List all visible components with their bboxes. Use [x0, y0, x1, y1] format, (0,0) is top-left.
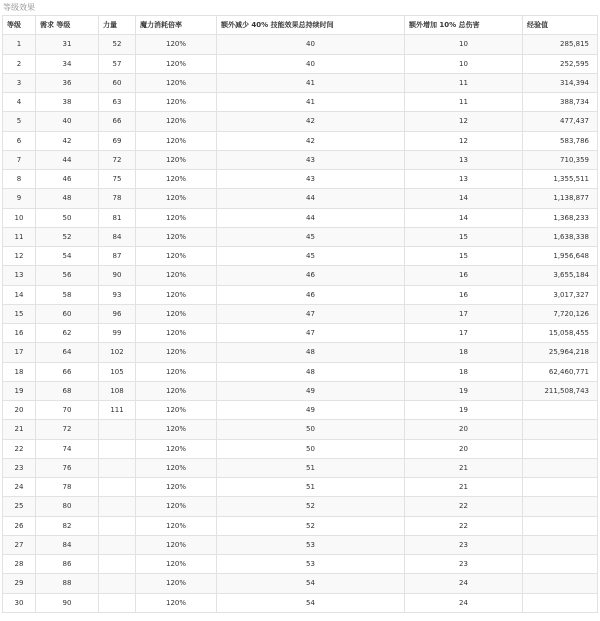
cell-required-level: 34: [36, 54, 99, 73]
cell-required-level: 54: [36, 247, 99, 266]
cell-level: 16: [3, 324, 36, 343]
cell-strength: 78: [99, 189, 136, 208]
cell-strength: 60: [99, 73, 136, 92]
cell-level: 17: [3, 343, 36, 362]
table-caption: 等级效果: [3, 3, 35, 12]
cell-damage-increase: 19: [405, 401, 523, 420]
cell-level: 13: [3, 266, 36, 285]
cell-damage-increase: 20: [405, 420, 523, 439]
cell-mana-multiplier: 120%: [136, 593, 217, 612]
cell-level: 10: [3, 208, 36, 227]
cell-level: 6: [3, 131, 36, 150]
cell-experience: 3,655,184: [523, 266, 598, 285]
table-row: [3, 304, 598, 323]
cell-required-level: 68: [36, 381, 99, 400]
cell-damage-increase: 22: [405, 516, 523, 535]
table-row: [3, 227, 598, 246]
cell-damage-increase: 20: [405, 439, 523, 458]
cell-required-level: 80: [36, 497, 99, 516]
cell-experience: [523, 555, 598, 574]
cell-level: 15: [3, 304, 36, 323]
cell-required-level: 48: [36, 189, 99, 208]
cell-required-level: 76: [36, 458, 99, 477]
table-row: [3, 439, 598, 458]
cell-level: 5: [3, 112, 36, 131]
table-row: [3, 343, 598, 362]
cell-experience: [523, 420, 598, 439]
cell-damage-increase: 15: [405, 227, 523, 246]
cell-mana-multiplier: 120%: [136, 170, 217, 189]
cell-duration-reduction: 53: [217, 535, 405, 554]
cell-mana-multiplier: 120%: [136, 35, 217, 54]
cell-damage-increase: 16: [405, 266, 523, 285]
cell-level: 14: [3, 285, 36, 304]
cell-mana-multiplier: 120%: [136, 362, 217, 381]
cell-mana-multiplier: 120%: [136, 535, 217, 554]
cell-required-level: 42: [36, 131, 99, 150]
cell-mana-multiplier: 120%: [136, 227, 217, 246]
cell-experience: 1,956,648: [523, 247, 598, 266]
cell-mana-multiplier: 120%: [136, 285, 217, 304]
cell-duration-reduction: 42: [217, 131, 405, 150]
cell-strength: 102: [99, 343, 136, 362]
cell-duration-reduction: 49: [217, 401, 405, 420]
cell-strength: [99, 497, 136, 516]
cell-mana-multiplier: 120%: [136, 150, 217, 169]
cell-required-level: 62: [36, 324, 99, 343]
cell-damage-increase: 11: [405, 73, 523, 92]
cell-strength: 81: [99, 208, 136, 227]
cell-strength: 99: [99, 324, 136, 343]
table-row: [3, 285, 598, 304]
cell-duration-reduction: 50: [217, 420, 405, 439]
cell-experience: 7,720,126: [523, 304, 598, 323]
cell-experience: 15,058,455: [523, 324, 598, 343]
cell-duration-reduction: 43: [217, 170, 405, 189]
cell-duration-reduction: 46: [217, 266, 405, 285]
table-header-row: [3, 16, 598, 35]
cell-level: 12: [3, 247, 36, 266]
cell-mana-multiplier: 120%: [136, 93, 217, 112]
cell-duration-reduction: 54: [217, 593, 405, 612]
cell-strength: [99, 555, 136, 574]
cell-level: 28: [3, 555, 36, 574]
cell-damage-increase: 14: [405, 208, 523, 227]
cell-strength: 96: [99, 304, 136, 323]
cell-mana-multiplier: 120%: [136, 304, 217, 323]
table-body: [3, 35, 598, 613]
cell-duration-reduction: 52: [217, 516, 405, 535]
cell-mana-multiplier: 120%: [136, 420, 217, 439]
table-row: [3, 35, 598, 54]
cell-duration-reduction: 44: [217, 189, 405, 208]
cell-strength: 111: [99, 401, 136, 420]
cell-strength: 66: [99, 112, 136, 131]
cell-damage-increase: 21: [405, 478, 523, 497]
cell-damage-increase: 17: [405, 304, 523, 323]
cell-strength: 93: [99, 285, 136, 304]
cell-mana-multiplier: 120%: [136, 458, 217, 477]
cell-duration-reduction: 53: [217, 555, 405, 574]
cell-mana-multiplier: 120%: [136, 112, 217, 131]
cell-strength: 52: [99, 35, 136, 54]
gem-level-table: [2, 15, 598, 613]
cell-strength: [99, 574, 136, 593]
cell-level: 24: [3, 478, 36, 497]
cell-experience: [523, 458, 598, 477]
table-row: [3, 189, 598, 208]
cell-required-level: 88: [36, 574, 99, 593]
cell-strength: 72: [99, 150, 136, 169]
cell-experience: 3,017,327: [523, 285, 598, 304]
table-row: [3, 497, 598, 516]
cell-experience: [523, 439, 598, 458]
cell-level: 8: [3, 170, 36, 189]
header-duration-reduction: 额外减少 40% 技能效果总持续时间: [217, 16, 405, 35]
cell-duration-reduction: 41: [217, 93, 405, 112]
cell-strength: 57: [99, 54, 136, 73]
cell-mana-multiplier: 120%: [136, 208, 217, 227]
cell-duration-reduction: 41: [217, 73, 405, 92]
cell-required-level: 64: [36, 343, 99, 362]
table-row: [3, 93, 598, 112]
cell-duration-reduction: 48: [217, 362, 405, 381]
cell-strength: [99, 593, 136, 612]
cell-damage-increase: 21: [405, 458, 523, 477]
table-row: [3, 574, 598, 593]
cell-required-level: 46: [36, 170, 99, 189]
cell-required-level: 66: [36, 362, 99, 381]
cell-strength: [99, 516, 136, 535]
table-row: [3, 478, 598, 497]
cell-level: 30: [3, 593, 36, 612]
cell-damage-increase: 22: [405, 497, 523, 516]
cell-required-level: 58: [36, 285, 99, 304]
cell-required-level: 70: [36, 401, 99, 420]
cell-level: 11: [3, 227, 36, 246]
cell-level: 18: [3, 362, 36, 381]
cell-required-level: 72: [36, 420, 99, 439]
cell-duration-reduction: 42: [217, 112, 405, 131]
cell-experience: 583,786: [523, 131, 598, 150]
table-row: [3, 324, 598, 343]
cell-duration-reduction: 52: [217, 497, 405, 516]
cell-level: 2: [3, 54, 36, 73]
cell-required-level: 78: [36, 478, 99, 497]
cell-strength: 75: [99, 170, 136, 189]
cell-level: 23: [3, 458, 36, 477]
cell-damage-increase: 18: [405, 362, 523, 381]
cell-duration-reduction: 40: [217, 54, 405, 73]
cell-experience: 62,460,771: [523, 362, 598, 381]
cell-damage-increase: 12: [405, 112, 523, 131]
cell-duration-reduction: 48: [217, 343, 405, 362]
header-mana-multiplier: 魔力消耗倍率: [136, 16, 217, 35]
cell-damage-increase: 23: [405, 555, 523, 574]
table-row: [3, 208, 598, 227]
cell-strength: [99, 535, 136, 554]
table-row: [3, 54, 598, 73]
cell-required-level: 44: [36, 150, 99, 169]
table-row: [3, 112, 598, 131]
cell-level: 3: [3, 73, 36, 92]
cell-experience: 314,394: [523, 73, 598, 92]
cell-mana-multiplier: 120%: [136, 401, 217, 420]
cell-required-level: 40: [36, 112, 99, 131]
header-required-level: 需求 等级: [36, 16, 99, 35]
cell-strength: 63: [99, 93, 136, 112]
header-experience: 经验值: [523, 16, 598, 35]
cell-level: 1: [3, 35, 36, 54]
table-row: [3, 420, 598, 439]
table-row: [3, 516, 598, 535]
cell-mana-multiplier: 120%: [136, 343, 217, 362]
cell-mana-multiplier: 120%: [136, 54, 217, 73]
cell-experience: 1,368,233: [523, 208, 598, 227]
cell-level: 19: [3, 381, 36, 400]
header-damage-increase: 额外增加 10% 总伤害: [405, 16, 523, 35]
cell-experience: [523, 478, 598, 497]
cell-duration-reduction: 45: [217, 247, 405, 266]
cell-duration-reduction: 46: [217, 285, 405, 304]
cell-experience: [523, 535, 598, 554]
cell-required-level: 38: [36, 93, 99, 112]
cell-duration-reduction: 51: [217, 458, 405, 477]
cell-strength: 90: [99, 266, 136, 285]
cell-required-level: 60: [36, 304, 99, 323]
cell-duration-reduction: 47: [217, 324, 405, 343]
table-row: [3, 266, 598, 285]
cell-level: 22: [3, 439, 36, 458]
cell-strength: [99, 458, 136, 477]
cell-duration-reduction: 49: [217, 381, 405, 400]
cell-level: 20: [3, 401, 36, 420]
table-row: [3, 401, 598, 420]
cell-experience: 1,138,877: [523, 189, 598, 208]
cell-mana-multiplier: 120%: [136, 439, 217, 458]
cell-required-level: 86: [36, 555, 99, 574]
cell-damage-increase: 24: [405, 574, 523, 593]
cell-mana-multiplier: 120%: [136, 73, 217, 92]
cell-damage-increase: 16: [405, 285, 523, 304]
cell-strength: 108: [99, 381, 136, 400]
cell-level: 4: [3, 93, 36, 112]
cell-required-level: 74: [36, 439, 99, 458]
cell-mana-multiplier: 120%: [136, 189, 217, 208]
cell-strength: [99, 420, 136, 439]
cell-required-level: 52: [36, 227, 99, 246]
cell-damage-increase: 13: [405, 150, 523, 169]
cell-damage-increase: 14: [405, 189, 523, 208]
header-strength: 力量: [99, 16, 136, 35]
cell-strength: [99, 439, 136, 458]
cell-strength: 87: [99, 247, 136, 266]
cell-level: 26: [3, 516, 36, 535]
cell-level: 29: [3, 574, 36, 593]
cell-experience: 25,964,218: [523, 343, 598, 362]
cell-required-level: 36: [36, 73, 99, 92]
cell-experience: [523, 574, 598, 593]
cell-required-level: 56: [36, 266, 99, 285]
cell-mana-multiplier: 120%: [136, 478, 217, 497]
cell-level: 25: [3, 497, 36, 516]
table-row: [3, 170, 598, 189]
cell-required-level: 82: [36, 516, 99, 535]
table-row: [3, 131, 598, 150]
cell-required-level: 84: [36, 535, 99, 554]
cell-experience: 477,437: [523, 112, 598, 131]
table-row: [3, 458, 598, 477]
cell-duration-reduction: 51: [217, 478, 405, 497]
cell-duration-reduction: 44: [217, 208, 405, 227]
cell-damage-increase: 19: [405, 381, 523, 400]
table-row: [3, 593, 598, 612]
cell-damage-increase: 12: [405, 131, 523, 150]
cell-damage-increase: 10: [405, 35, 523, 54]
cell-required-level: 31: [36, 35, 99, 54]
cell-experience: [523, 497, 598, 516]
cell-experience: 1,355,511: [523, 170, 598, 189]
cell-damage-increase: 24: [405, 593, 523, 612]
table-row: [3, 362, 598, 381]
cell-strength: [99, 478, 136, 497]
cell-damage-increase: 17: [405, 324, 523, 343]
cell-damage-increase: 18: [405, 343, 523, 362]
table-row: [3, 247, 598, 266]
cell-experience: 252,595: [523, 54, 598, 73]
cell-mana-multiplier: 120%: [136, 497, 217, 516]
cell-mana-multiplier: 120%: [136, 247, 217, 266]
cell-damage-increase: 10: [405, 54, 523, 73]
cell-experience: 285,815: [523, 35, 598, 54]
cell-mana-multiplier: 120%: [136, 266, 217, 285]
cell-strength: 105: [99, 362, 136, 381]
cell-mana-multiplier: 120%: [136, 381, 217, 400]
cell-damage-increase: 15: [405, 247, 523, 266]
cell-mana-multiplier: 120%: [136, 574, 217, 593]
cell-strength: 84: [99, 227, 136, 246]
header-level: 等级: [3, 16, 36, 35]
cell-duration-reduction: 43: [217, 150, 405, 169]
cell-duration-reduction: 40: [217, 35, 405, 54]
table-row: [3, 535, 598, 554]
cell-duration-reduction: 47: [217, 304, 405, 323]
cell-required-level: 50: [36, 208, 99, 227]
cell-level: 21: [3, 420, 36, 439]
cell-strength: 69: [99, 131, 136, 150]
cell-mana-multiplier: 120%: [136, 555, 217, 574]
cell-experience: [523, 516, 598, 535]
cell-experience: 211,508,743: [523, 381, 598, 400]
cell-mana-multiplier: 120%: [136, 324, 217, 343]
cell-mana-multiplier: 120%: [136, 131, 217, 150]
table-row: [3, 381, 598, 400]
table-row: [3, 150, 598, 169]
cell-damage-increase: 23: [405, 535, 523, 554]
cell-damage-increase: 11: [405, 93, 523, 112]
cell-mana-multiplier: 120%: [136, 516, 217, 535]
table-row: [3, 73, 598, 92]
cell-experience: 388,734: [523, 93, 598, 112]
cell-duration-reduction: 45: [217, 227, 405, 246]
cell-damage-increase: 13: [405, 170, 523, 189]
table-row: [3, 555, 598, 574]
cell-experience: [523, 593, 598, 612]
cell-level: 27: [3, 535, 36, 554]
cell-level: 9: [3, 189, 36, 208]
cell-level: 7: [3, 150, 36, 169]
cell-experience: [523, 401, 598, 420]
cell-duration-reduction: 50: [217, 439, 405, 458]
cell-experience: 710,359: [523, 150, 598, 169]
cell-experience: 1,638,338: [523, 227, 598, 246]
cell-required-level: 90: [36, 593, 99, 612]
cell-duration-reduction: 54: [217, 574, 405, 593]
